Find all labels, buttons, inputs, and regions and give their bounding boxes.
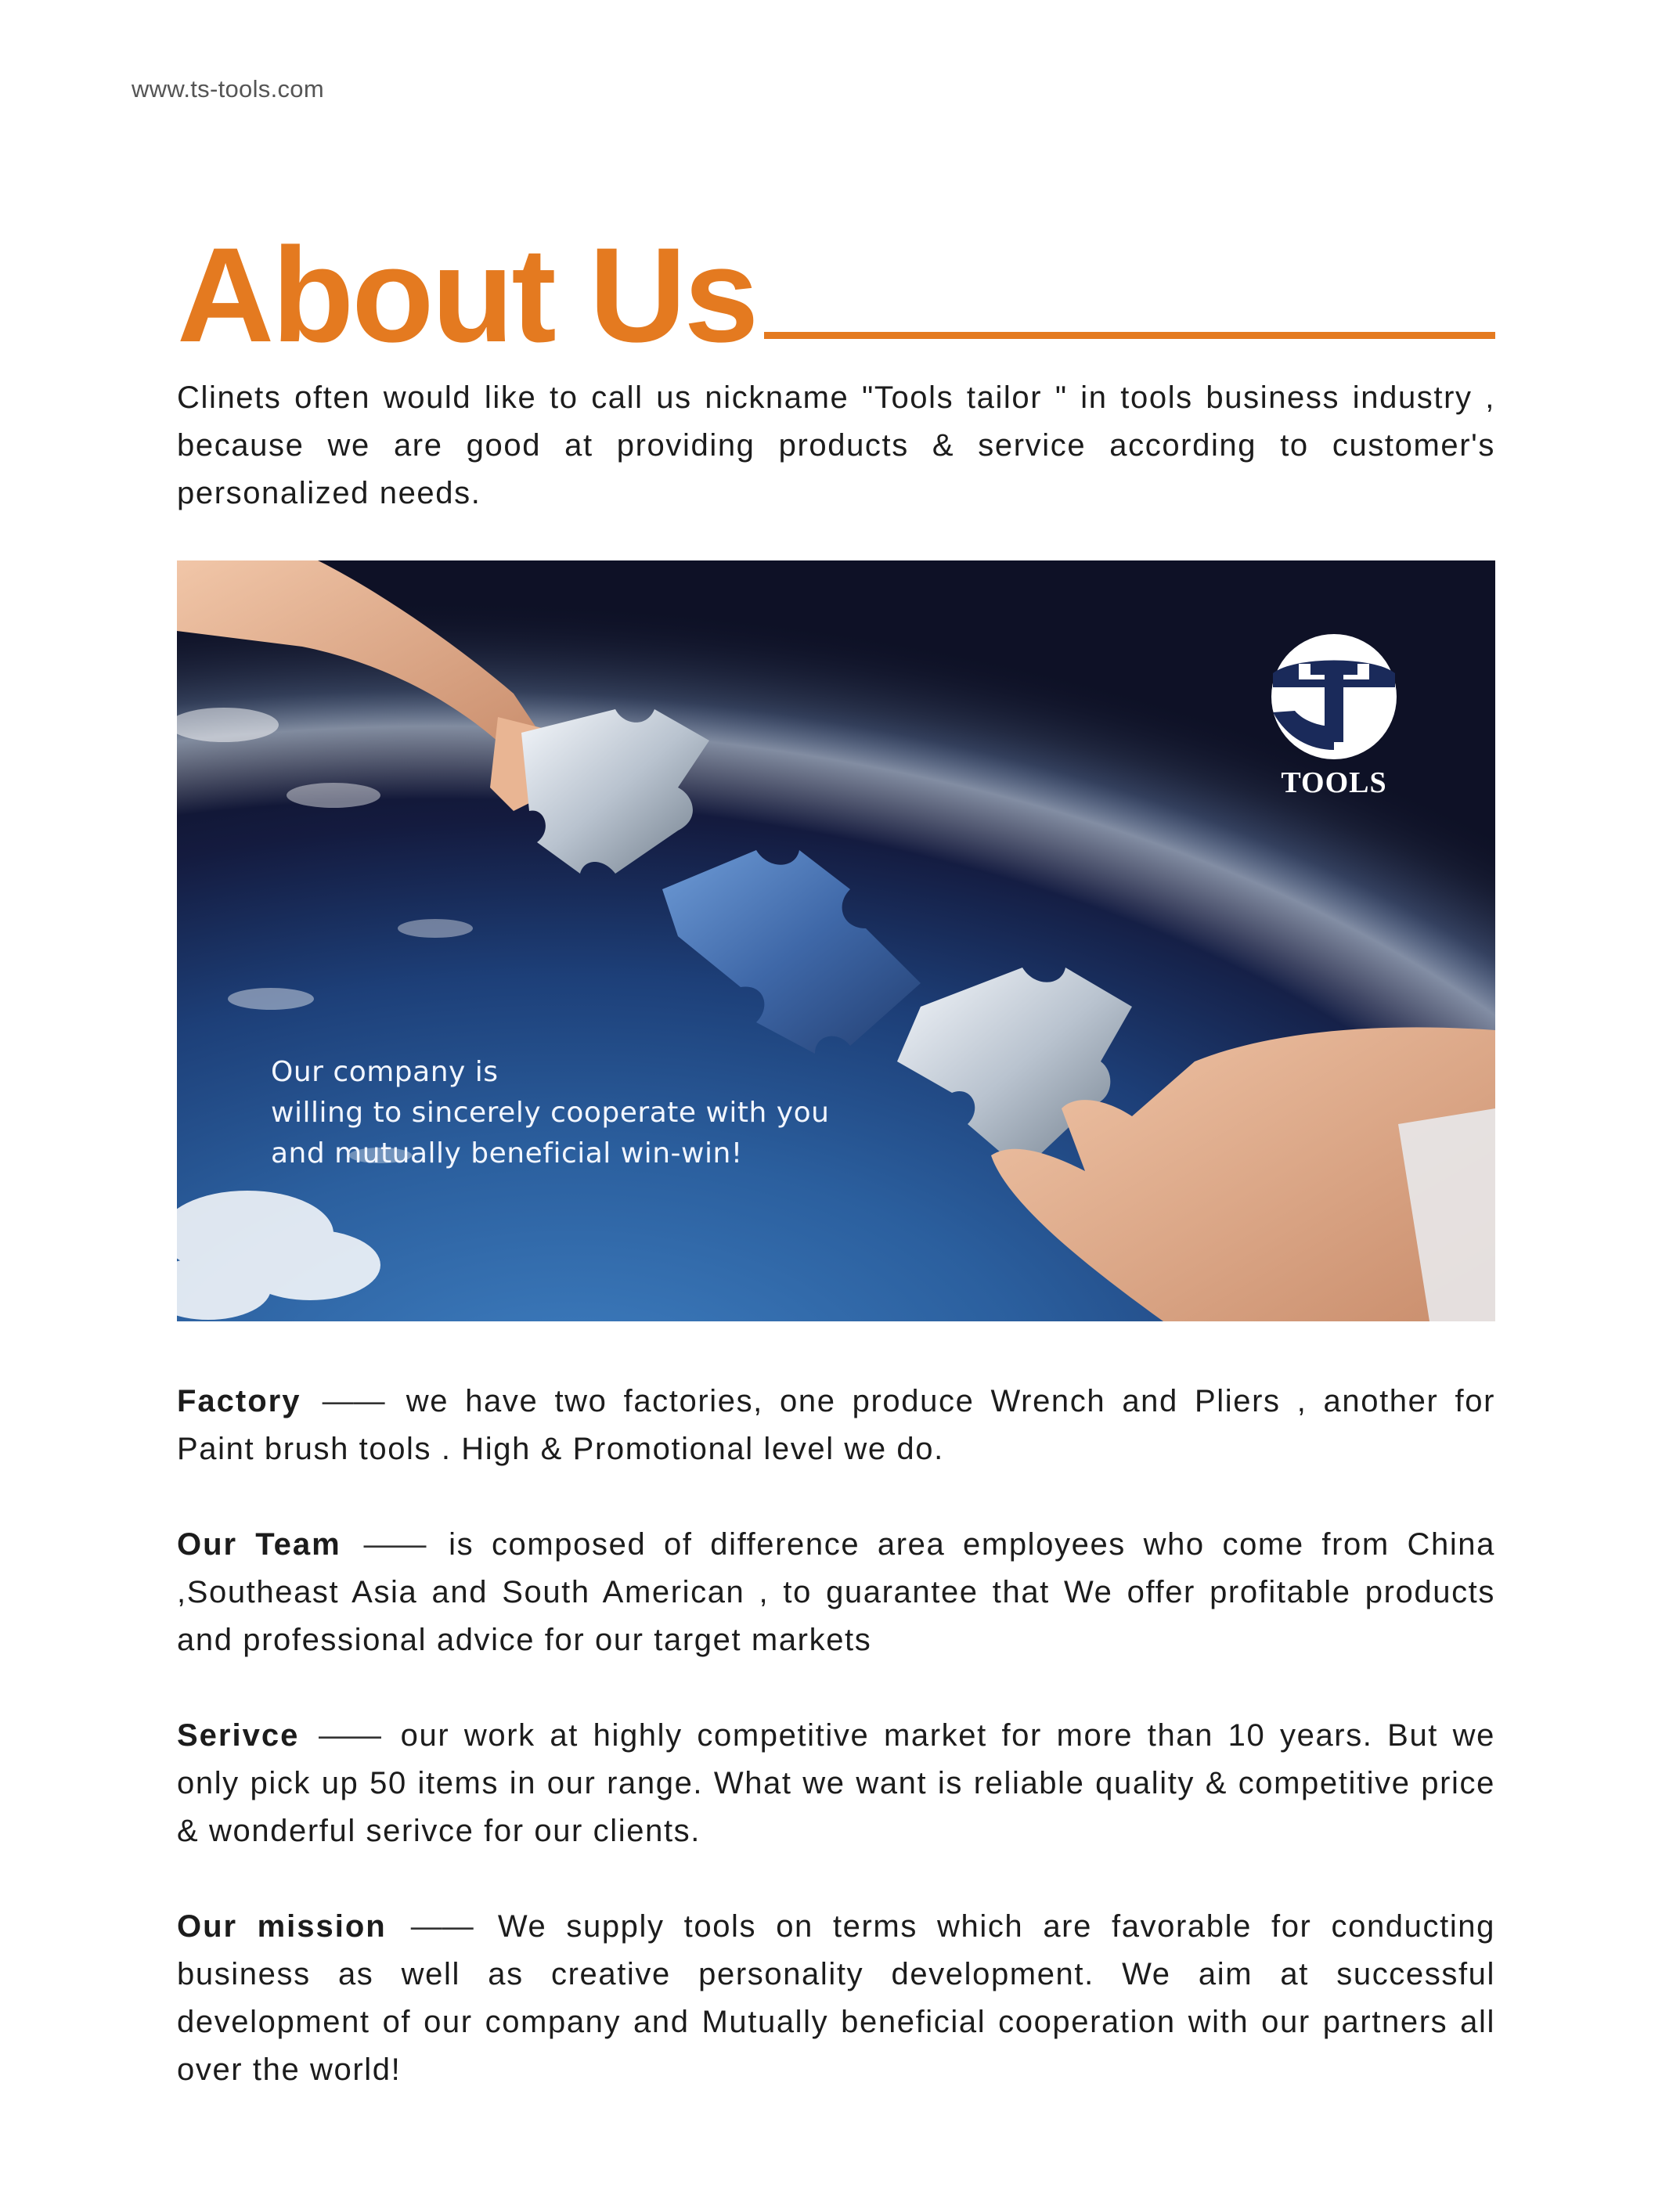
title-underline <box>764 332 1495 339</box>
section-dash: —— <box>410 1909 474 1944</box>
section-factory <box>177 1378 1495 1473</box>
intro-paragraph: Clinets often would like to call us nickname "Tools tailor " in tools business industry , because we are good at providing products & service according to customer's personalized needs. <box>177 380 1495 510</box>
site-url[interactable]: www.ts-tools.com <box>132 75 324 103</box>
section-dash: —— <box>319 1718 381 1753</box>
hero-caption-line: Our company is <box>271 1056 499 1088</box>
section-dash: —— <box>322 1384 385 1418</box>
hero-caption <box>271 1052 829 1174</box>
section-service <box>177 1712 1495 1855</box>
section-text: is composed of difference area employees who come from China ,Southeast Asia and South American , to guarantee that We offer profitable products and professional advice for our target markets <box>177 1527 1495 1657</box>
hero-caption-line: willing to sincerely cooperate with you <box>271 1097 830 1129</box>
section-text: We supply tools on terms which are favorable for conducting business as well as creative personality development. We aim at successful development of our company and Mutually beneficial cooperation with our partners all over the world! <box>177 1909 1495 2087</box>
section-label: Factory <box>177 1384 301 1418</box>
section-text: our work at highly competitive market for more than 10 years. But we only pick up 50 items in our range. What we want is reliable quality & competitive price & wonderful serivce for our clients. <box>177 1718 1495 1848</box>
section-label: Our Team <box>177 1527 341 1562</box>
page-title: About Us <box>177 220 757 370</box>
logo-text: TOOLS <box>1281 766 1387 799</box>
company-logo <box>1256 632 1412 797</box>
section-our-mission <box>177 1903 1495 2094</box>
section-text: we have two factories, one produce Wrench and Pliers , another for Paint brush tools . High & Promotional level we do. <box>177 1384 1496 1466</box>
hero-image <box>177 560 1495 1321</box>
title-row <box>177 220 1495 370</box>
section-label: Serivce <box>177 1718 300 1753</box>
hero-caption-line: and mutually beneficial win-win! <box>271 1137 743 1169</box>
logo-mark-icon <box>1256 632 1412 766</box>
section-label: Our mission <box>177 1909 387 1944</box>
section-dash: —— <box>363 1527 427 1562</box>
section-our-team <box>177 1521 1495 1664</box>
